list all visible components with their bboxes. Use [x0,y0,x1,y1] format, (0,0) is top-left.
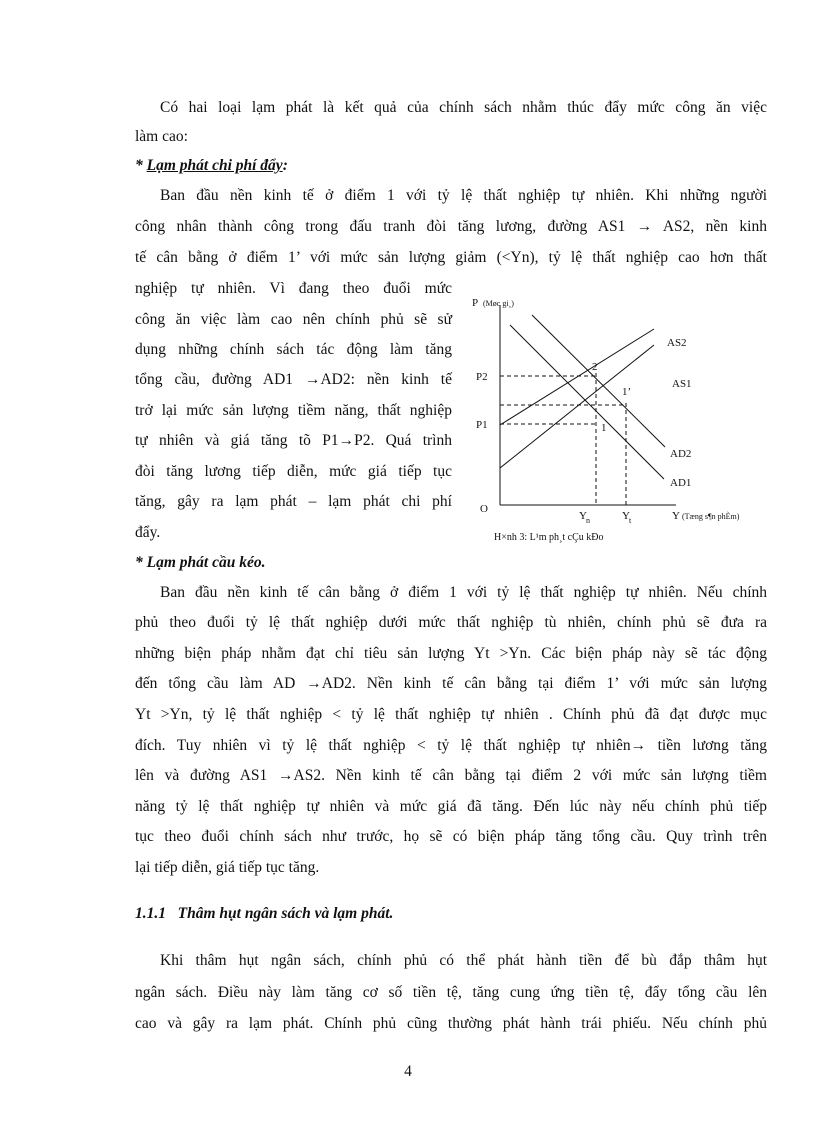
heading-star: * [135,554,147,571]
ad-as-diagram [462,287,772,549]
heading-title: Lạm phát chi phí đẩy [146,157,283,174]
y-axis-label: P [472,297,479,309]
demand-pull-heading [135,553,265,573]
intro-line-2: làm cao: [135,128,188,145]
cost-push-heading [135,156,288,176]
point-2-label: 2 [592,361,598,373]
p2-label: P2 [476,371,488,383]
demand-pull-line-2: phủ theo đuổi tỷ lệ thất nghiệp dưới mức thất nghiệp tù nhiên, chính phủ sẽ đưa ra [135,614,767,631]
as1-line [500,345,654,468]
wrap-line-6: tự nhiên và giá tăng tõ P1→P2. Quá trình [135,432,452,449]
section-heading: 1.1.1 Thâm hụt ngân sách và lạm phát. [135,905,394,922]
x-axis-sub: (Tæng s¶n phÈm) [682,512,740,521]
heading-colon: : [282,157,288,174]
wrap-line-1: nghiệp tự nhiên. Vì đang theo đuổi mức [135,280,452,297]
page-number: 4 [404,1063,412,1080]
wrap-line-8: tăng, gây ra lạm phát – lạm phát chi phí [135,493,452,510]
ad1-label: AD1 [670,477,692,489]
wrap-line-4: tổng cầu, đường AD1 →AD2: nền kinh tế [135,371,452,388]
cost-push-line-3: tế cân bằng ở điểm 1’ với mức sản lượng giảm (<Yn), tỷ lệ thất nghiệp cao hơn thất [135,249,767,266]
demand-pull-line-6: đích. Tuy nhiên vì tỷ lệ thất nghiệp < tỷ lệ thất nghiệp tự nhiên→ tiền lương tăng [135,737,767,754]
as2-label: AS2 [667,337,687,349]
deficit-line-1: Khi thâm hụt ngân sách, chính phủ có thể phát hành tiền để bù đắp thâm hụt [160,952,767,969]
wrap-line-7: đòi tăng lương tiếp diễn, mức giá tiếp tục [135,463,452,480]
demand-pull-line-1: Ban đầu nền kinh tế cân bằng ở điểm 1 với tỷ lệ thất nghiệp tự nhiên. Nếu chính [160,584,767,601]
x-axis-label: Y [672,510,680,522]
heading-title: Lạm phát cầu kéo. [146,554,266,571]
demand-pull-line-5: Yt >Yn, tỷ lệ thất nghiệp < tỷ lệ thất nghiệp tự nhiên . Chính phủ đã đạt được mục [135,706,767,723]
demand-pull-line-4: đến tổng cầu làm AD →AD2. Nền kinh tế cân bằng tại điểm 1’ với mức sản lượng [135,675,767,692]
p1-label: P1 [476,419,488,431]
deficit-line-3: cao và gây ra lạm phát. Chính phủ cũng thường phát hành trái phiếu. Nếu chính phủ [135,1015,767,1032]
demand-pull-line-7: lên và đường AS1 →AS2. Nền kinh tế cân bằng tại điểm 2 với mức sản lượng tiềm [135,767,767,784]
figure-caption: H×nh 3: L¹m ph¸t cÇu kÐo [494,532,604,543]
cost-push-line-1: Ban đầu nền kinh tế ở điểm 1 với tỷ lệ thất nghiệp tự nhiên. Khi những người [160,187,767,204]
cost-push-line-2: công nhân thành công trong đấu tranh đòi tăng lương, đường AS1 → AS2, nền kinh [135,218,767,235]
ad2-label: AD2 [670,448,692,460]
yn-sub: n [586,516,590,525]
origin-label: O [480,503,488,515]
demand-pull-line-10: lại tiếp diễn, giá tiếp tục tăng. [135,859,320,876]
y-axis-sub: (Møc gi¸) [483,299,514,308]
ad1-line [510,325,664,479]
wrap-line-2: công ăn việc làm cao nên chính phủ sẽ sử [135,311,452,328]
yt-sub: t [629,516,632,525]
wrap-line-5: trở lại mức sản lượng tiềm năng, thất nghiệp [135,402,452,419]
yt-label: Y [622,510,630,522]
point-1prime-label: 1’ [622,386,632,398]
demand-pull-line-3: những biện pháp nhằm đạt chỉ tiêu sản lượng Yt >Yn. Các biện pháp này sẽ tác động [135,645,767,662]
as2-line [500,329,654,425]
wrap-line-9: đẩy. [135,524,161,541]
demand-pull-line-9: tục theo đuổi chính sách như trước, họ sẽ có biện pháp tăng tổng cầu. Quy trình trên [135,828,767,845]
intro-line-1: Có hai loại lạm phát là kết quả của chính sách nhằm thúc đẩy mức công ăn việc [160,99,767,116]
demand-pull-line-8: năng tỷ lệ thất nghiệp tự nhiên và mức giá đã tăng. Đến lúc này nếu chính phủ tiếp [135,798,767,815]
heading-star: * [135,157,147,174]
yn-label: Y [579,510,587,522]
wrap-line-3: dụng những chính sách tác động làm tăng [135,341,452,358]
point-1-label: 1 [601,422,607,434]
as1-label: AS1 [672,378,692,390]
deficit-line-2: ngân sách. Điều này làm tăng cơ số tiền tệ, tăng cung ứng tiền tệ, đẩy tổng cầu lên [135,984,767,1001]
